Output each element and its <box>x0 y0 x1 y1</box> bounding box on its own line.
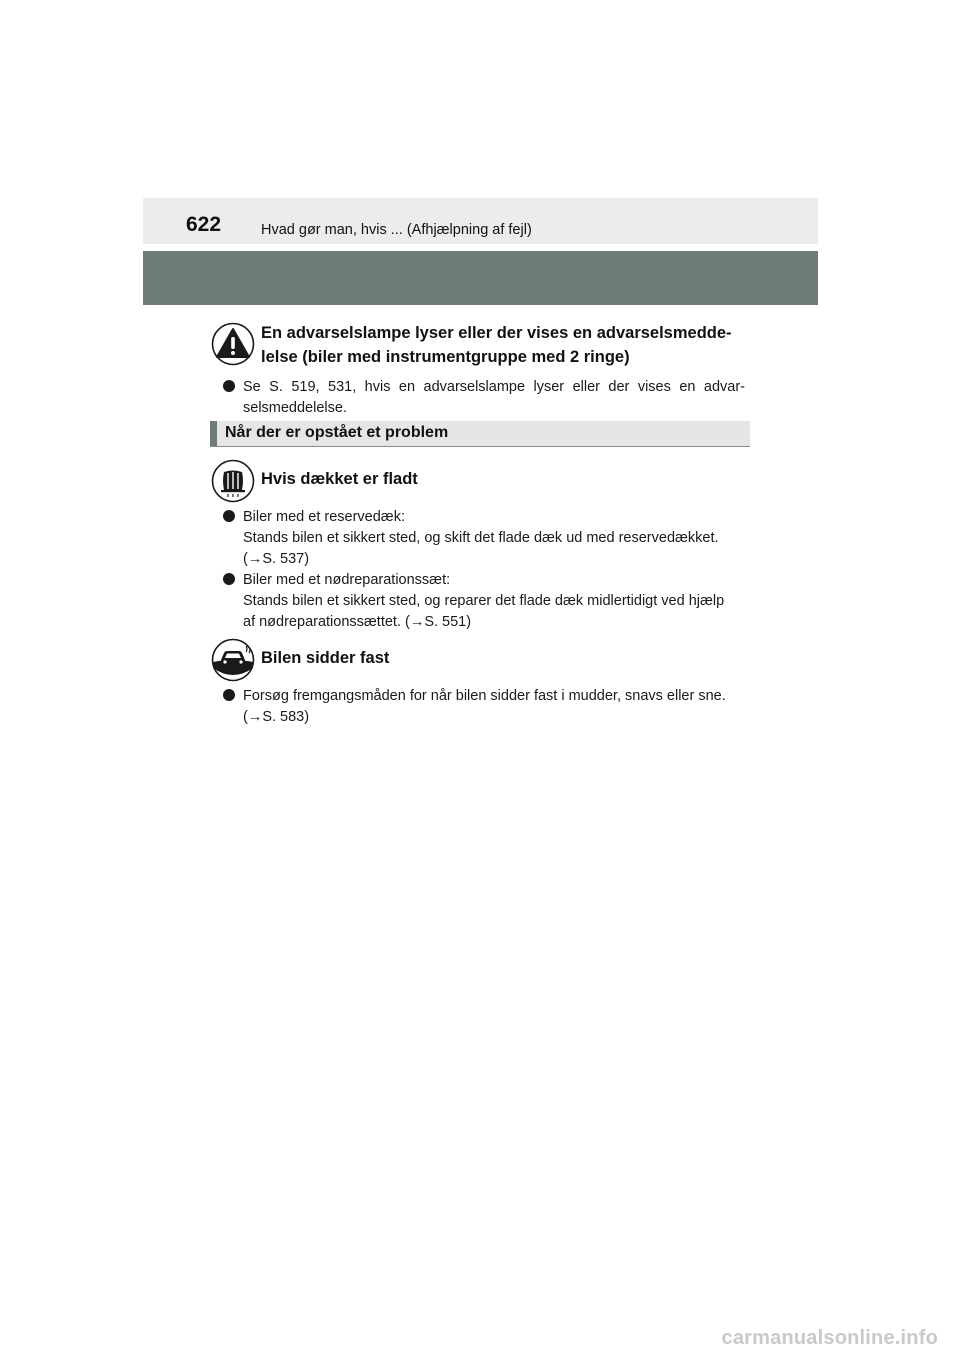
page-number: 622 <box>186 213 222 236</box>
bullet-text <box>243 507 745 570</box>
section-title: Når der er opstået et problem <box>225 424 449 441</box>
bullet-line: (→S. 537) <box>243 551 310 567</box>
bullet-line: Forsøg fremgangsmåden for når bilen sidder fast i mudder, snavs eller sne. <box>243 688 726 704</box>
stuck-car-icon <box>211 638 255 682</box>
flat-tire-bullet <box>223 507 745 570</box>
bullet-line: Biler med et reservedæk: <box>243 509 405 525</box>
bullet-dot-icon <box>223 689 235 701</box>
bullet-text <box>243 570 745 633</box>
warning-bullet <box>223 377 745 419</box>
flat-tire-heading: Hvis dækket er fladt <box>261 470 418 488</box>
bullet-line: Stands bilen et sikkert sted, og skift det flade dæk ud med reservedækket. <box>243 530 719 546</box>
bullet-line: af nødreparationssættet. (→S. 551) <box>243 614 472 630</box>
flat-tire-icon <box>211 459 255 503</box>
bullet-dot-icon <box>223 380 235 392</box>
bullet-dot-icon <box>223 573 235 585</box>
stuck-bullet <box>223 686 745 728</box>
warning-triangle-icon <box>211 322 255 366</box>
chapter-band <box>143 251 818 305</box>
bullet-dot-icon <box>223 510 235 522</box>
stuck-heading: Bilen sidder fast <box>261 649 390 667</box>
bullet-line: selsmeddelelse. <box>243 400 347 416</box>
bullet-text <box>243 377 745 419</box>
bullet-line: Se S. 519, 531, hvis en advarselslampe lyser eller der vises en advar- <box>243 379 745 395</box>
warning-heading-line: lelse (biler med instrumentgruppe med 2 ringe) <box>261 348 630 366</box>
chapter-title: Hvad gør man, hvis ... (Afhjælpning af fejl) <box>261 222 532 238</box>
bullet-line: Biler med et nødreparationssæt: <box>243 572 451 588</box>
section-bar <box>210 421 750 447</box>
bullet-text <box>243 686 745 728</box>
warning-heading-line: En advarselslampe lyser eller der vises en advarselsmedde- <box>261 324 732 342</box>
watermark: carmanualsonline.info <box>721 1327 938 1349</box>
warning-heading <box>261 321 732 369</box>
section-bar-accent <box>210 421 217 446</box>
bullet-line: Stands bilen et sikkert sted, og reparer det flade dæk midlertidigt ved hjælp <box>243 593 725 609</box>
bullet-line: (→S. 583) <box>243 709 310 725</box>
flat-tire-bullet <box>223 570 745 633</box>
